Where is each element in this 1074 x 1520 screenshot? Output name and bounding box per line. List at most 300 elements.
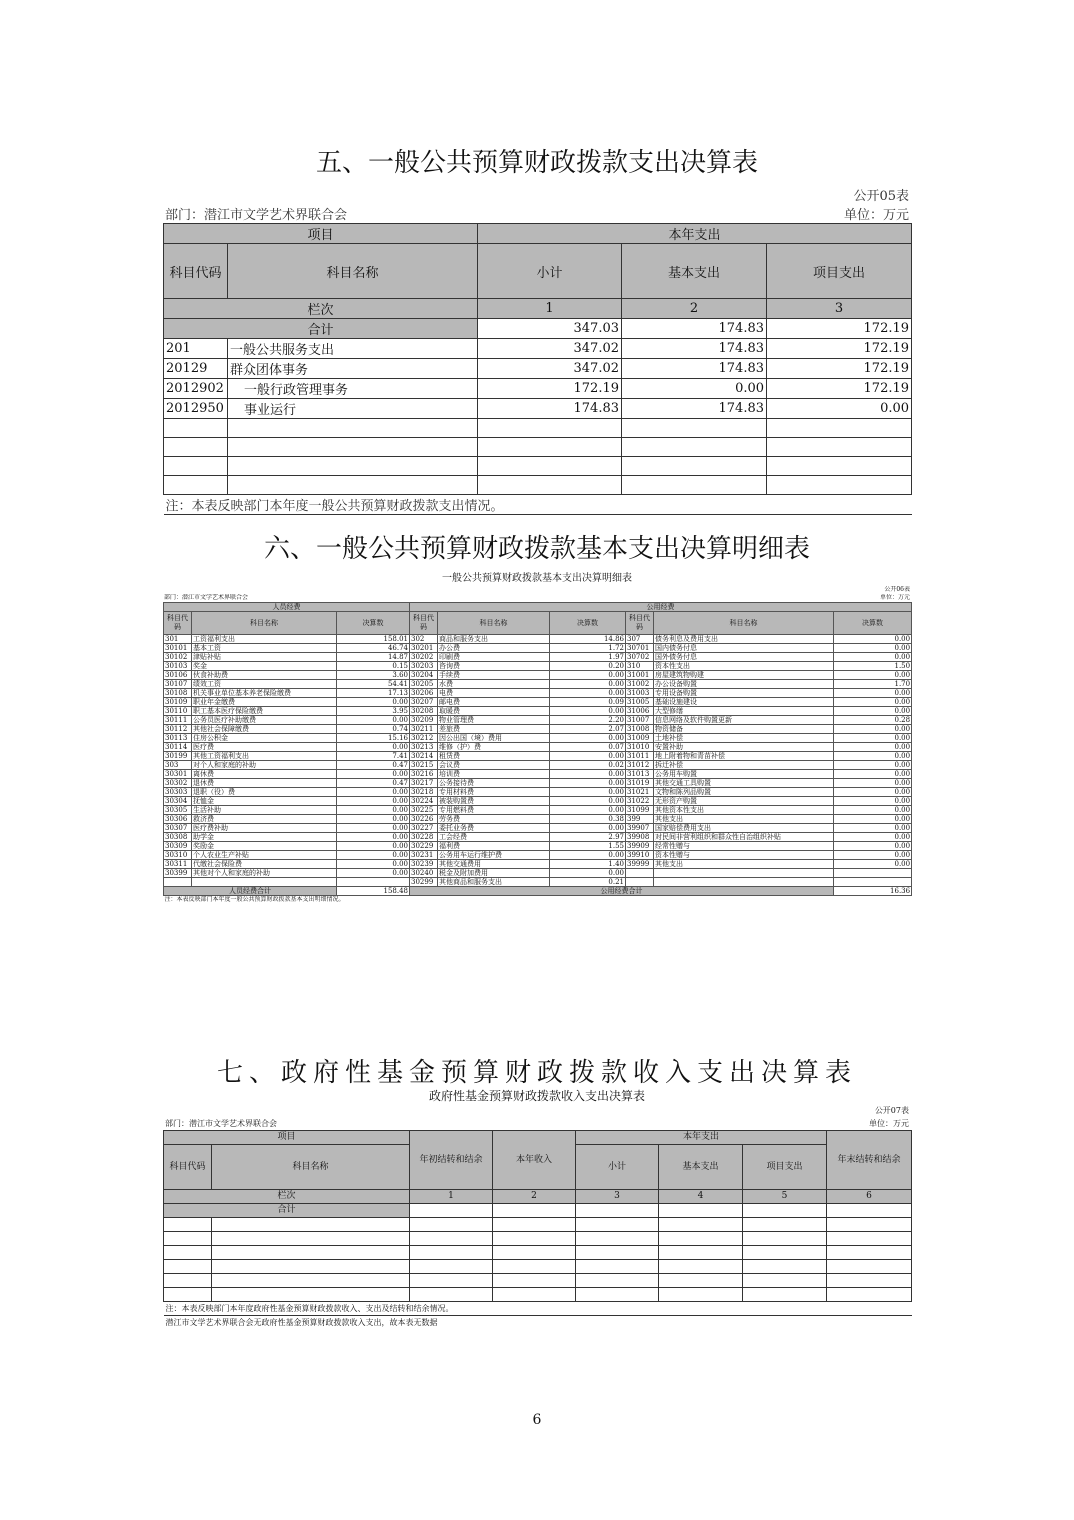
row-name: 委托业务费: [438, 824, 550, 833]
table-note: 注：本表反映部门本年度一般公共预算财政拨款基本支出明细情况。: [164, 896, 345, 903]
unit-label: 单位：万元: [869, 1119, 909, 1128]
row-code: 30306: [164, 815, 192, 824]
header-year-expenditure: 本年支出: [478, 224, 912, 244]
row-name: 国内债务付息: [654, 644, 834, 653]
row-name: 离休费: [192, 770, 337, 779]
page-number: 6: [532, 1412, 542, 1428]
row-code: 302: [410, 635, 438, 644]
row-name: 资本性赠与: [654, 851, 834, 860]
row-amount: 0.00: [337, 815, 410, 824]
row-code: 30114: [164, 743, 192, 752]
row-name: 邮电费: [438, 698, 550, 707]
row-code: 30229: [410, 842, 438, 851]
row-name: 其他社会保障缴费: [192, 725, 337, 734]
row-name: 经常性赠与: [654, 842, 834, 851]
row-name: 职业年金缴费: [192, 698, 337, 707]
row-amount: 0.38: [550, 815, 626, 824]
row-name: 事业运行: [228, 399, 478, 419]
row-name: 债务利息及费用支出: [654, 635, 834, 644]
row-code: 39909: [626, 842, 654, 851]
row-code: 30203: [410, 662, 438, 671]
row-amount: 0.00: [550, 797, 626, 806]
row-name: 津贴补贴: [192, 653, 337, 662]
column-index: 1: [478, 299, 622, 319]
header-name: 科目名称: [228, 244, 478, 299]
row-name: 其他交通工具购置: [654, 779, 834, 788]
column-index-label: 栏次: [164, 1190, 410, 1204]
header-name: 科目名称: [192, 612, 337, 635]
heading-table-5: 五、一般公共预算财政拨款支出决算表: [315, 148, 758, 178]
table-row: [164, 379, 912, 399]
row-basic: 0.00: [622, 379, 767, 399]
table-row: [164, 680, 912, 689]
row-name: 生活补助: [192, 806, 337, 815]
row-name: 其他资本性支出: [654, 806, 834, 815]
row-amount: 0.00: [337, 797, 410, 806]
row-name: 工资福利支出: [192, 635, 337, 644]
table-row: [164, 671, 912, 680]
row-amount: 0.09: [550, 698, 626, 707]
header-code: 科目代码: [164, 244, 228, 299]
row-name: 租赁费: [438, 752, 550, 761]
row-name: 物业管理费: [438, 716, 550, 725]
row-code: 30202: [410, 653, 438, 662]
header-code: 科目代码: [410, 612, 438, 635]
row-amount: 0.00: [337, 770, 410, 779]
header-public: 公用经费: [410, 603, 912, 612]
header-income: 本年收入: [493, 1131, 576, 1190]
row-name: 大型修缮: [654, 707, 834, 716]
row-code: 30207: [410, 698, 438, 707]
header-amount: 决算数: [337, 612, 410, 635]
row-amount: 0.00: [834, 788, 912, 797]
row-code: 30214: [410, 752, 438, 761]
row-code: 31021: [626, 788, 654, 797]
row-name: 水费: [438, 680, 550, 689]
expenditure-table-5: [163, 185, 911, 515]
row-amount: 3.60: [337, 671, 410, 680]
row-amount: 0.00: [834, 734, 912, 743]
row-code: 31005: [626, 698, 654, 707]
row-code: 31099: [626, 806, 654, 815]
row-amount: 0.00: [550, 779, 626, 788]
table-row: [164, 662, 912, 671]
row-subtotal: 347.02: [478, 339, 622, 359]
row-code: 301: [164, 635, 192, 644]
row-name: 机关事业单位基本养老保险缴费: [192, 689, 337, 698]
header-code: 科目代码: [164, 1145, 212, 1190]
row-code: 30227: [410, 824, 438, 833]
row-name: 资本性支出: [654, 662, 834, 671]
table-note: 注：本表反映部门本年度一般公共预算财政拨款支出情况。: [164, 495, 912, 515]
row-amount: 0.02: [550, 761, 626, 770]
heading-table-7: 七、政府性基金预算财政拨款收入支出决算表: [216, 1058, 857, 1088]
row-name: 专用设备购置: [654, 689, 834, 698]
column-index: 1: [410, 1190, 493, 1204]
row-code: 30301: [164, 770, 192, 779]
row-name: 对个人和家庭的补助: [192, 761, 337, 770]
table-row: [164, 878, 912, 887]
empty-row: [164, 1260, 912, 1274]
row-code: 30113: [164, 734, 192, 743]
row-amount: 2.07: [550, 725, 626, 734]
row-code: 31008: [626, 725, 654, 734]
row-code: 30206: [410, 689, 438, 698]
row-name: 其他对个人和家庭的补助: [192, 869, 337, 878]
basic-expenditure-table-6: [163, 572, 911, 904]
row-name: 救济费: [192, 815, 337, 824]
row-amount: 54.41: [337, 680, 410, 689]
table-row: [164, 806, 912, 815]
public-total: 16.36: [834, 887, 912, 896]
row-basic: 174.83: [622, 399, 767, 419]
table-row: [164, 339, 912, 359]
header-basic: 基本支出: [622, 244, 767, 299]
table-caption: 一般公共预算财政拨款基本支出决算明细表: [442, 573, 632, 584]
row-amount: 1.55: [550, 842, 626, 851]
row-subtotal: 174.83: [478, 399, 622, 419]
empty-row: [164, 1218, 912, 1232]
table-row: [164, 770, 912, 779]
row-amount: 0.47: [337, 761, 410, 770]
row-name: 公务用车购置: [654, 770, 834, 779]
column-index-label: 栏次: [164, 299, 478, 319]
row-code: 30216: [410, 770, 438, 779]
row-name: 代缴社会保险费: [192, 860, 337, 869]
column-index: 3: [576, 1190, 659, 1204]
row-name: 地上附着物和青苗补偿: [654, 752, 834, 761]
header-code: 科目代码: [626, 612, 654, 635]
row-code: 39908: [626, 833, 654, 842]
row-name: 维修（护）费: [438, 743, 550, 752]
row-code: 30102: [164, 653, 192, 662]
row-code: 30213: [410, 743, 438, 752]
column-index: 2: [493, 1190, 576, 1204]
row-name: 无形资产购置: [654, 797, 834, 806]
row-code: 30239: [410, 860, 438, 869]
empty-row: [164, 419, 912, 438]
row-code: 31006: [626, 707, 654, 716]
row-code: [164, 878, 192, 887]
row-name: 基本工资: [192, 644, 337, 653]
header-subtotal: 小计: [576, 1145, 659, 1190]
row-code: 30212: [410, 734, 438, 743]
row-name: 公务接待费: [438, 779, 550, 788]
total-label: 合计: [164, 319, 478, 339]
row-name: 绩效工资: [192, 680, 337, 689]
row-code: 30112: [164, 725, 192, 734]
header-amount: 决算数: [550, 612, 626, 635]
row-amount: [834, 869, 912, 878]
table-row: [164, 779, 912, 788]
row-code: 30101: [164, 644, 192, 653]
row-code: 30303: [164, 788, 192, 797]
row-code: 30218: [410, 788, 438, 797]
row-name: 国家赔偿费用支出: [654, 824, 834, 833]
header-name: 科目名称: [654, 612, 834, 635]
header-item: 项目: [164, 1131, 410, 1145]
row-amount: 0.00: [337, 869, 410, 878]
row-name: 因公出国（境）费用: [438, 734, 550, 743]
column-index: 4: [659, 1190, 743, 1204]
row-amount: 0.00: [834, 860, 912, 869]
column-index: 5: [743, 1190, 827, 1204]
unit-label: 单位：万元: [879, 594, 910, 601]
row-name: 取暖费: [438, 707, 550, 716]
row-name: 安置补助: [654, 743, 834, 752]
public-total-label: 公用经费合计: [410, 887, 834, 896]
row-name: 其他交通费用: [438, 860, 550, 869]
table-row: [164, 761, 912, 770]
header-project: 项目支出: [743, 1145, 827, 1190]
row-code: 31007: [626, 716, 654, 725]
row-amount: [337, 878, 410, 887]
row-amount: 0.00: [834, 815, 912, 824]
empty-row: [164, 1232, 912, 1246]
table-row: [164, 824, 912, 833]
empty-row: [164, 1288, 912, 1302]
row-code: 30205: [410, 680, 438, 689]
table-row: [164, 833, 912, 842]
row-amount: 0.00: [834, 779, 912, 788]
table-row: [164, 698, 912, 707]
row-amount: 0.00: [337, 842, 410, 851]
row-amount: 14.86: [550, 635, 626, 644]
row-code: 30106: [164, 671, 192, 680]
header-end-balance: 年末结转和结余: [827, 1131, 912, 1190]
row-code: 30310: [164, 851, 192, 860]
row-code: 30110: [164, 707, 192, 716]
row-name: 医疗费补助: [192, 824, 337, 833]
row-code: 30308: [164, 833, 192, 842]
personnel-total: 158.48: [337, 887, 410, 896]
total-basic: 174.83: [622, 319, 767, 339]
row-code: 30307: [164, 824, 192, 833]
row-amount: 0.00: [550, 824, 626, 833]
row-name: 住房公积金: [192, 734, 337, 743]
row-code: 310: [626, 662, 654, 671]
row-name: 电费: [438, 689, 550, 698]
row-name: 信息网络及软件购置更新: [654, 716, 834, 725]
row-name: 工会经费: [438, 833, 550, 842]
row-name: 劳务费: [438, 815, 550, 824]
row-amount: 0.00: [834, 851, 912, 860]
row-code: 30209: [410, 716, 438, 725]
header-begin-balance: 年初结转和结余: [410, 1131, 493, 1190]
row-code: 30702: [626, 653, 654, 662]
row-name: 退休费: [192, 779, 337, 788]
row-amount: 0.00: [834, 725, 912, 734]
row-amount: 0.20: [550, 662, 626, 671]
table-caption: 政府性基金预算财政拨款收入支出决算表: [428, 1088, 645, 1103]
row-amount: 0.00: [834, 833, 912, 842]
row-name: 房屋建筑物购建: [654, 671, 834, 680]
row-project: 172.19: [767, 379, 912, 399]
row-name: 商品和服务支出: [438, 635, 550, 644]
row-code: [626, 878, 654, 887]
row-amount: 0.00: [337, 833, 410, 842]
row-code: 31013: [626, 770, 654, 779]
header-year-expenditure: 本年支出: [576, 1131, 827, 1145]
total-label: 合计: [164, 1204, 410, 1218]
row-code: 30226: [410, 815, 438, 824]
total-subtotal: 347.03: [478, 319, 622, 339]
table-row: [164, 635, 912, 644]
row-name: 抚恤金: [192, 797, 337, 806]
row-code: 30225: [410, 806, 438, 815]
row-code: 30208: [410, 707, 438, 716]
row-name: 其他工资福利支出: [192, 752, 337, 761]
header-name: 科目名称: [438, 612, 550, 635]
row-amount: [834, 878, 912, 887]
column-index: 2: [622, 299, 767, 319]
row-code: 30107: [164, 680, 192, 689]
row-code: 30311: [164, 860, 192, 869]
row-name: 奖金: [192, 662, 337, 671]
row-basic: 174.83: [622, 339, 767, 359]
row-code: 30217: [410, 779, 438, 788]
department-label: 部门：潜江市文学艺术界联合会: [165, 1119, 277, 1128]
empty-row: [164, 476, 912, 495]
row-amount: 0.74: [337, 725, 410, 734]
row-name: 会议费: [438, 761, 550, 770]
empty-row: [164, 1274, 912, 1288]
row-amount: 0.00: [550, 680, 626, 689]
row-amount: 2.97: [550, 833, 626, 842]
row-amount: 0.00: [337, 860, 410, 869]
row-amount: 0.00: [834, 761, 912, 770]
row-code: 31011: [626, 752, 654, 761]
table-row: [164, 725, 912, 734]
row-amount: 46.74: [337, 644, 410, 653]
row-amount: 2.20: [550, 716, 626, 725]
row-amount: 1.40: [550, 860, 626, 869]
row-amount: 0.21: [550, 878, 626, 887]
row-code: 307: [626, 635, 654, 644]
row-code: 30309: [164, 842, 192, 851]
row-code: 30399: [164, 869, 192, 878]
row-code: 2012950: [164, 399, 228, 419]
row-amount: 0.00: [834, 797, 912, 806]
heading-table-6: 六、一般公共预算财政拨款基本支出决算明细表: [263, 534, 810, 564]
table-row: [164, 644, 912, 653]
table-code: 公开05表: [853, 189, 909, 204]
total-project: 172.19: [767, 319, 912, 339]
row-amount: 1.50: [834, 662, 912, 671]
row-amount: 158.01: [337, 635, 410, 644]
row-code: 30701: [626, 644, 654, 653]
row-amount: 1.70: [834, 680, 912, 689]
row-amount: 0.00: [550, 671, 626, 680]
row-amount: 0.00: [834, 752, 912, 761]
fund-table-7: [163, 1088, 911, 1329]
row-code: 2012902: [164, 379, 228, 399]
row-amount: 14.87: [337, 653, 410, 662]
row-amount: 0.00: [834, 653, 912, 662]
table-row: [164, 752, 912, 761]
row-amount: 1.72: [550, 644, 626, 653]
row-name: 印刷费: [438, 653, 550, 662]
personnel-total-label: 人员经费合计: [164, 887, 337, 896]
row-name: 专用材料费: [438, 788, 550, 797]
row-amount: 0.00: [550, 707, 626, 716]
row-amount: 17.13: [337, 689, 410, 698]
row-name: 群众团体事务: [228, 359, 478, 379]
column-index: 3: [767, 299, 912, 319]
row-code: 39910: [626, 851, 654, 860]
row-code: 31002: [626, 680, 654, 689]
row-code: 30240: [410, 869, 438, 878]
row-project: 0.00: [767, 399, 912, 419]
row-code: 39907: [626, 824, 654, 833]
row-name: 一般行政管理事务: [228, 379, 478, 399]
table-row: [164, 734, 912, 743]
row-code: 31019: [626, 779, 654, 788]
row-amount: 0.00: [550, 869, 626, 878]
empty-row: [164, 457, 912, 476]
row-code: 31009: [626, 734, 654, 743]
row-name: 奖励金: [192, 842, 337, 851]
row-name: 福利费: [438, 842, 550, 851]
row-code: 30305: [164, 806, 192, 815]
table-row: [164, 869, 912, 878]
unit-label: 单位：万元: [843, 208, 909, 223]
row-amount: 0.00: [834, 671, 912, 680]
table-row: [164, 653, 912, 662]
row-code: 30215: [410, 761, 438, 770]
row-name: [654, 878, 834, 887]
table-row: [164, 743, 912, 752]
header-personnel: 人员经费: [164, 603, 410, 612]
row-code: [626, 869, 654, 878]
table-row: [164, 815, 912, 824]
row-amount: 0.00: [550, 806, 626, 815]
row-amount: 0.00: [337, 716, 410, 725]
row-amount: 0.47: [337, 779, 410, 788]
row-name: 伙食补助费: [192, 671, 337, 680]
row-amount: 0.00: [834, 806, 912, 815]
table-row: [164, 689, 912, 698]
header-code: 科目代码: [164, 612, 192, 635]
header-project: 项目支出: [767, 244, 912, 299]
row-code: 31022: [626, 797, 654, 806]
row-code: 30299: [410, 878, 438, 887]
row-name: 办公设备购置: [654, 680, 834, 689]
row-amount: 15.16: [337, 734, 410, 743]
row-name: 咨询费: [438, 662, 550, 671]
row-amount: 0.00: [550, 851, 626, 860]
row-amount: 0.00: [834, 689, 912, 698]
row-code: 39999: [626, 860, 654, 869]
row-code: 30108: [164, 689, 192, 698]
row-subtotal: 172.19: [478, 379, 622, 399]
table-note-2: 潜江市文学艺术界联合会无政府性基金预算财政拨款收入支出，故本表无数据: [165, 1318, 438, 1327]
row-amount: 0.00: [834, 824, 912, 833]
row-name: 其他商品和服务支出: [438, 878, 550, 887]
table-row: [164, 359, 912, 379]
row-code: 30228: [410, 833, 438, 842]
table-row: [164, 788, 912, 797]
row-code: 30224: [410, 797, 438, 806]
row-amount: 0.00: [834, 743, 912, 752]
header-amount: 决算数: [834, 612, 912, 635]
header-name: 科目名称: [212, 1145, 410, 1190]
row-amount: 0.15: [337, 662, 410, 671]
header-basic: 基本支出: [659, 1145, 743, 1190]
row-name: 税金及附加费用: [438, 869, 550, 878]
table-row: [164, 797, 912, 806]
row-amount: 0.00: [337, 806, 410, 815]
